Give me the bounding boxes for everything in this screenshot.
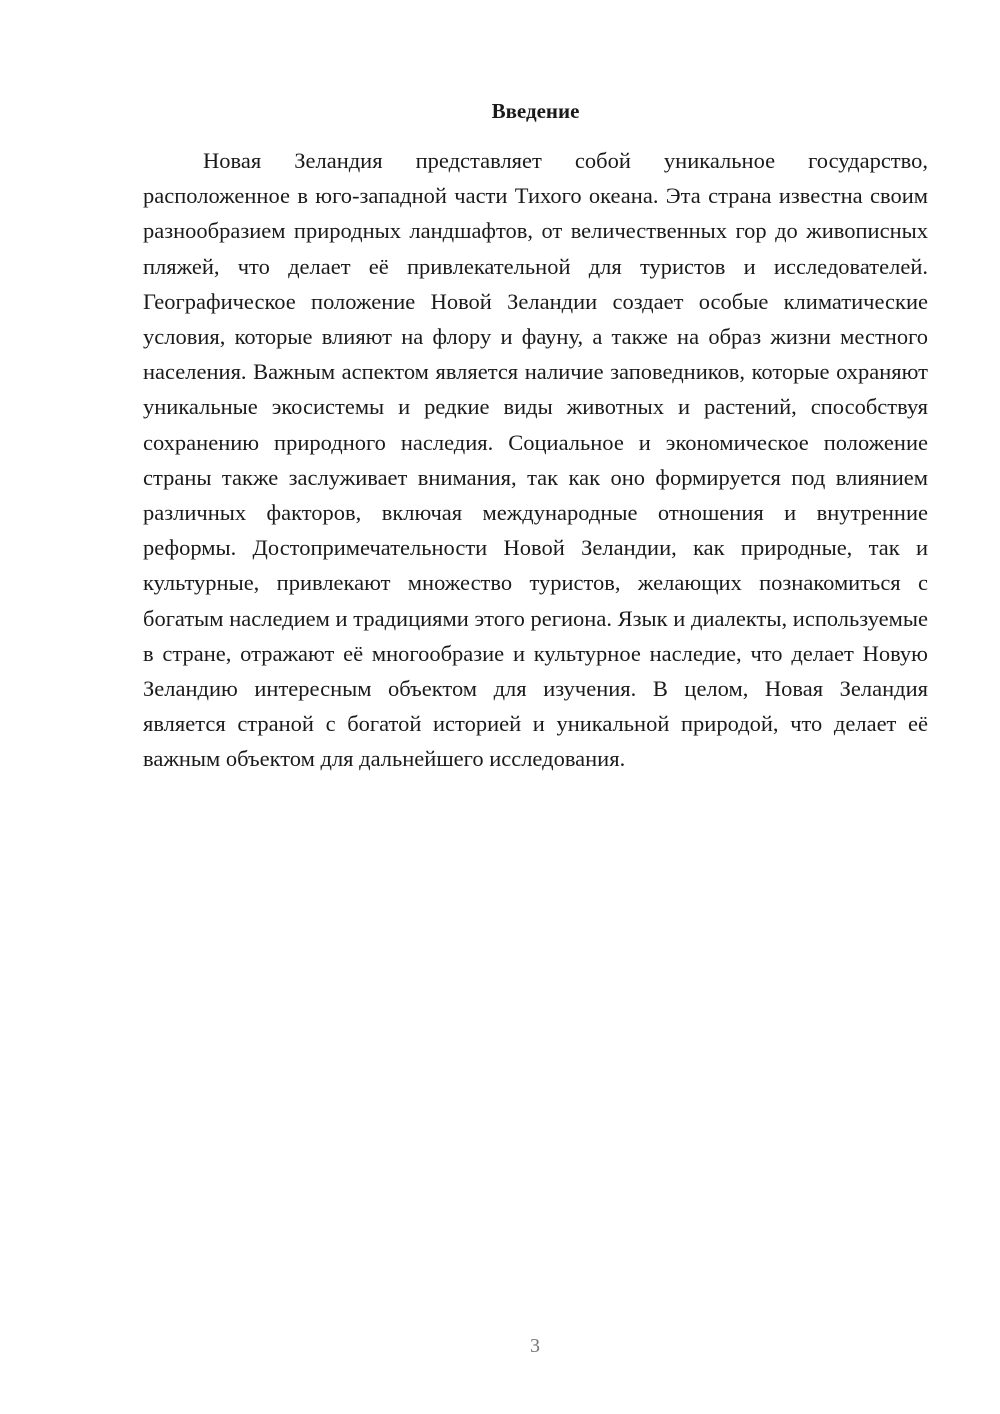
section-heading: Введение xyxy=(491,99,580,123)
body-paragraph: Новая Зеландия представляет собой уникальное государство, расположенное в юго-западной части Тихого океана. Эта страна известна своим разнообразием природных ландшафтов, от величественных гор до живописных пляжей, что делает её привлекательной для туристов и исследователей. Географическое положение Новой Зеландии создает особые климатические условия, которые влияют на флору и фауну, а также на образ жизни местного населения. Важным аспектом является наличие заповедников, которые охраняют уникальные экосистемы и редкие виды животных и растений, способствуя сохранению природного наследия. Социальное и экономическое положение страны также заслуживает внимания, так как оно формируется под влиянием различных факторов, включая международные отношения и внутренние реформы. Достопримечательности Новой Зеландии, как природные, так и культурные, привлекают множество туристов, желающих познакомиться с богатым наследием и традициями этого региона. Язык и диалекты, используемые в стране, отражают её многообразие и культурное наследие, что делает Новую Зеландию интересным объектом для изучения. В целом, Новая Зеландия является страной с богатой историей и уникальной природой, что делает её важным объектом для дальнейшего исследования. xyxy=(143,148,928,772)
page-number: 3 xyxy=(530,1335,540,1357)
